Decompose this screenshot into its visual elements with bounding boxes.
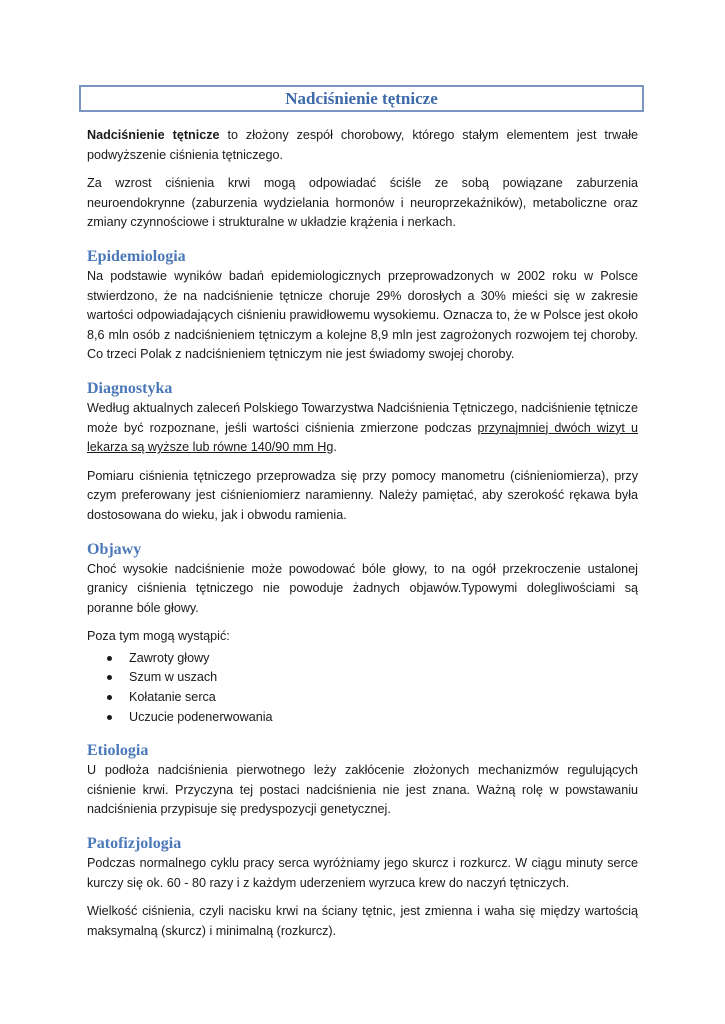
list-item: Szum w uszach xyxy=(87,668,638,688)
document-body xyxy=(87,126,638,950)
list-item: Uczucie podenerwowania xyxy=(87,708,638,728)
diagnostyka-paragraph-2: Pomiaru ciśnienia tętniczego przeprowadza się przy pomocy manometru (ciśnieniomierza), przy czym preferowany jest ciśnieniomierz naramienny. Należy pamiętać, aby szerokość rękawa była dostosowana do wieku, jak i obwodu ramienia. xyxy=(87,468,638,522)
section-heading-objawy: Objawy xyxy=(87,540,142,558)
intro-term: Nadciśnienie tętnicze xyxy=(87,128,220,142)
section-heading-diagnostyka: Diagnostyka xyxy=(87,379,173,397)
list-item: Zawroty głowy xyxy=(87,649,638,669)
section-heading-etiologia: Etiologia xyxy=(87,742,149,760)
list-item: Kołatanie serca xyxy=(87,688,638,708)
page-title: Nadciśnienie tętnicze xyxy=(285,88,438,108)
patofizjologia-text: Podczas normalnego cyklu pracy serca wyróżniamy jego skurcz i rozkurcz. W ciągu minuty serce kurczy się ok. 60 - 80 razy i z każdym uderzeniem wyrzuca krew do naczyń tętniczych. xyxy=(87,856,638,890)
intro-paragraph xyxy=(87,126,638,165)
patofizjologia-paragraph-2: Wielkość ciśnienia, czyli nacisku krwi na ściany tętnic, jest zmienna i waha się między wartością maksymalną (skurcz) i minimalną (rozkurcz). xyxy=(87,904,638,938)
objawy-text: Choć wysokie nadciśnienie może powodować bóle głowy, to na ogół przekroczenie ustalonej granicy ciśnienia tętniczego nie powoduje żadnych objawów.Typowymi dolegliwościami są poranne bóle głowy. xyxy=(87,561,638,615)
diagnostyka-text-after: . xyxy=(333,440,337,455)
objawy-list-intro: Poza tym mogą wystąpić: xyxy=(87,629,230,644)
intro-definition: to złożony zespół chorobowy, którego stałym elementem jest trwałe podwyższenie ciśnienia tętniczego. xyxy=(87,128,638,162)
symptom-list xyxy=(87,649,638,727)
intro-paragraph-2: Za wzrost ciśnienia krwi mogą odpowiadać ściśle ze sobą powiązane zaburzenia neuroendokrynne (zaburzenia wydzielania hormonów i neuroprzekaźników), metaboliczne oraz zmiany czynnościowe i strukturalne w układzie krążenia i nerkach. xyxy=(87,176,638,230)
epidemiologia-text: Na podstawie wyników badań epidemiologicznych przeprowadzonych w 2002 roku w Polsce stwierdzono, że na nadciśnienie tętnicze choruje 29% dorosłych a 30% mieści się w zakresie wartości odpowiadających ciśnieniu prawidłowemu wysokiemu. Oznacza to, że w Polsce jest około 8,6 mln osób z nadciśnieniem tętniczym a kolejne 8,9 mln jest zagrożonych rozwojem tej choroby. Co trzeci Polak z nadciśnieniem tętniczym nie jest świadomy swojej choroby. xyxy=(87,268,638,362)
etiologia-text: U podłoża nadciśnienia pierwotnego leży zakłócenie złożonych mechanizmów regulujących ciśnienie krwi. Przyczyna tej postaci nadciśnienia nie jest znana. Ważną rolę w powstawaniu nadciśnienia przypisuje się predyspozycji genetycznej. xyxy=(87,763,638,817)
title-box xyxy=(79,85,644,112)
diagnostyka-text xyxy=(87,399,638,458)
section-heading-patofizjologia: Patofizjologia xyxy=(87,835,182,853)
section-heading-epidemiologia: Epidemiologia xyxy=(87,247,186,265)
diagnostyka-text-before: Według aktualnych zaleceń Polskiego Towarzystwa Nadciśnienia Tętniczego, nadciśnienie tętnicze może być rozpoznane, jeśli wartości ciśnienia zmierzone podczas xyxy=(87,400,638,435)
diagnostyka-underlined-criterion: przynajmniej dwóch wizyt u lekarza są wyższe lub równe 140/90 mm Hg xyxy=(87,420,638,455)
